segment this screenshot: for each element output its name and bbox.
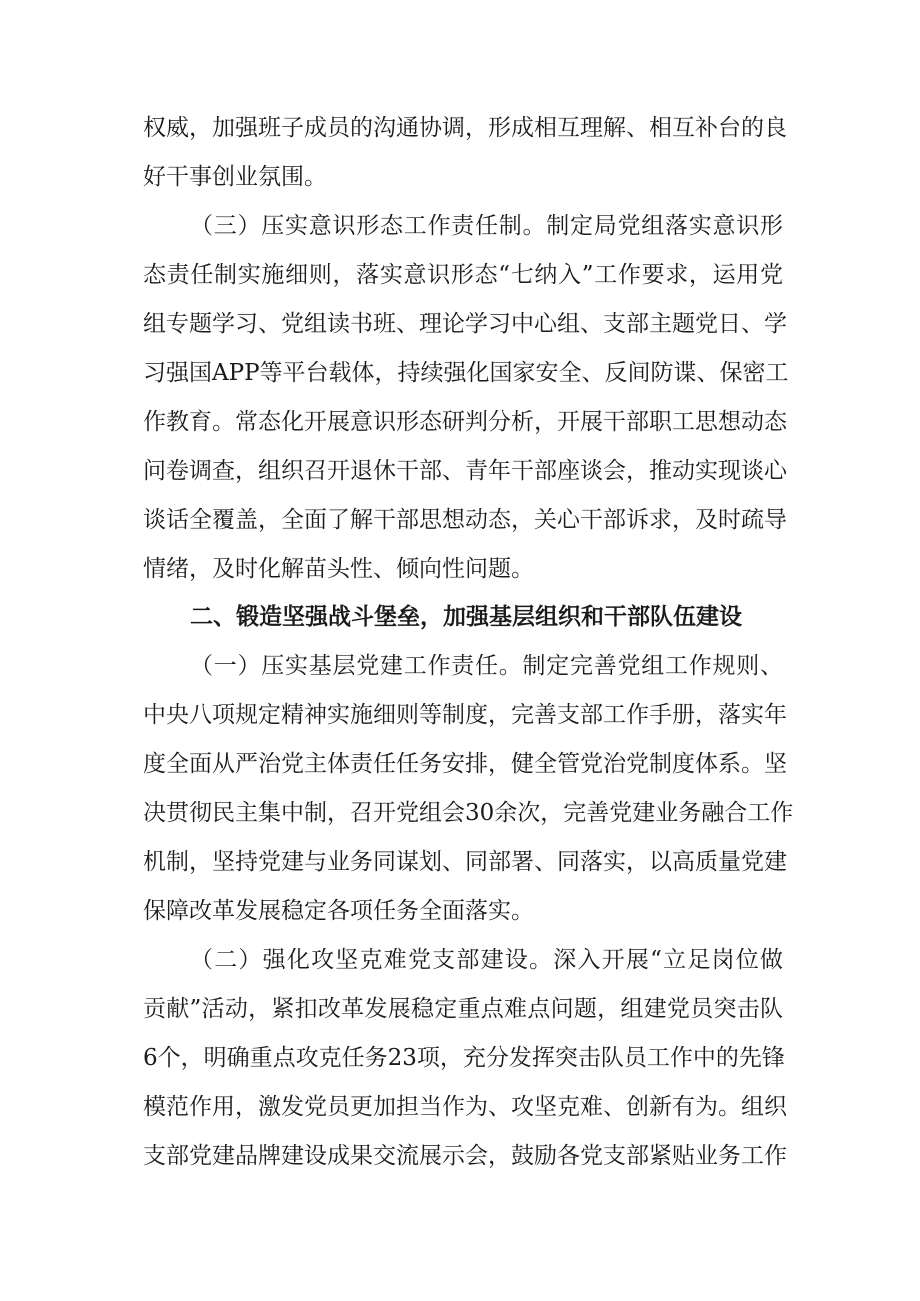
paragraph-4-line-1: （二）强化攻坚克难党支部建设。深入开展“立足岗位做 [190, 947, 783, 973]
paragraph-1-line-2: 好干事创业氛围。 [143, 164, 327, 190]
paragraph-4-line-2: 贡献”活动，紧扣改革发展稳定重点难点问题，组建党员突击队 [143, 996, 783, 1022]
paragraph-2-line-5: 作教育。常态化开展意识形态研判分析，开展干部职工思想动态 [143, 409, 787, 435]
paragraph-2-line-2: 态责任制实施细则，落实意识形态“七纳入”工作要求，运用党 [143, 262, 783, 288]
paragraph-2-line-6: 问卷调查，组织召开退休干部、青年干部座谈会，推动实现谈心 [143, 458, 787, 484]
section-heading: 二、锻造坚强战斗堡垒，加强基层组织和干部队伍建设 [190, 604, 742, 630]
paragraph-3-line-1: （一）压实基层党建工作责任。制定完善党组工作规则、 [190, 653, 783, 679]
paragraph-4-line-3: 6个，明确重点攻克任务23项，充分发挥突击队员工作中的先锋 [143, 1045, 785, 1071]
paragraph-3-line-5: 机制，坚持党建与业务同谋划、同部署、同落实，以高质量党建 [143, 849, 787, 875]
paragraph-2-line-3: 组专题学习、党组读书班、理论学习中心组、支部主题党日、学 [143, 311, 787, 337]
paragraph-4-line-5: 支部党建品牌建设成果交流展示会，鼓励各党支部紧贴业务工作 [143, 1143, 787, 1169]
paragraph-3-line-6: 保障改革发展稳定各项任务全面落实。 [143, 898, 534, 924]
paragraph-3-line-3: 度全面从严治党主体责任任务安排，健全管党治党制度体系。坚 [143, 751, 787, 777]
paragraph-2-line-8: 情绪，及时化解苗头性、倾向性问题。 [143, 556, 534, 582]
paragraph-3-line-2: 中央八项规定精神实施细则等制度，完善支部工作手册，落实年 [143, 702, 787, 728]
paragraph-2-line-1: （三）压实意识形态工作责任制。制定局党组落实意识形 [190, 213, 783, 239]
paragraph-1-line-1: 权威，加强班子成员的沟通协调，形成相互理解、相互补台的良 [143, 115, 787, 141]
paragraph-2-line-4: 习强国APP等平台载体，持续强化国家安全、反间防谍、保密工 [143, 360, 789, 386]
paragraph-2-line-7: 谈话全覆盖，全面了解干部思想动态，关心干部诉求，及时疏导 [143, 507, 787, 533]
paragraph-3-line-4: 决贯彻民主集中制，召开党组会30余次，完善党建业务融合工作 [143, 800, 794, 826]
paragraph-4-line-4: 模范作用，激发党员更加担当作为、攻坚克难、创新有为。组织 [143, 1094, 787, 1120]
